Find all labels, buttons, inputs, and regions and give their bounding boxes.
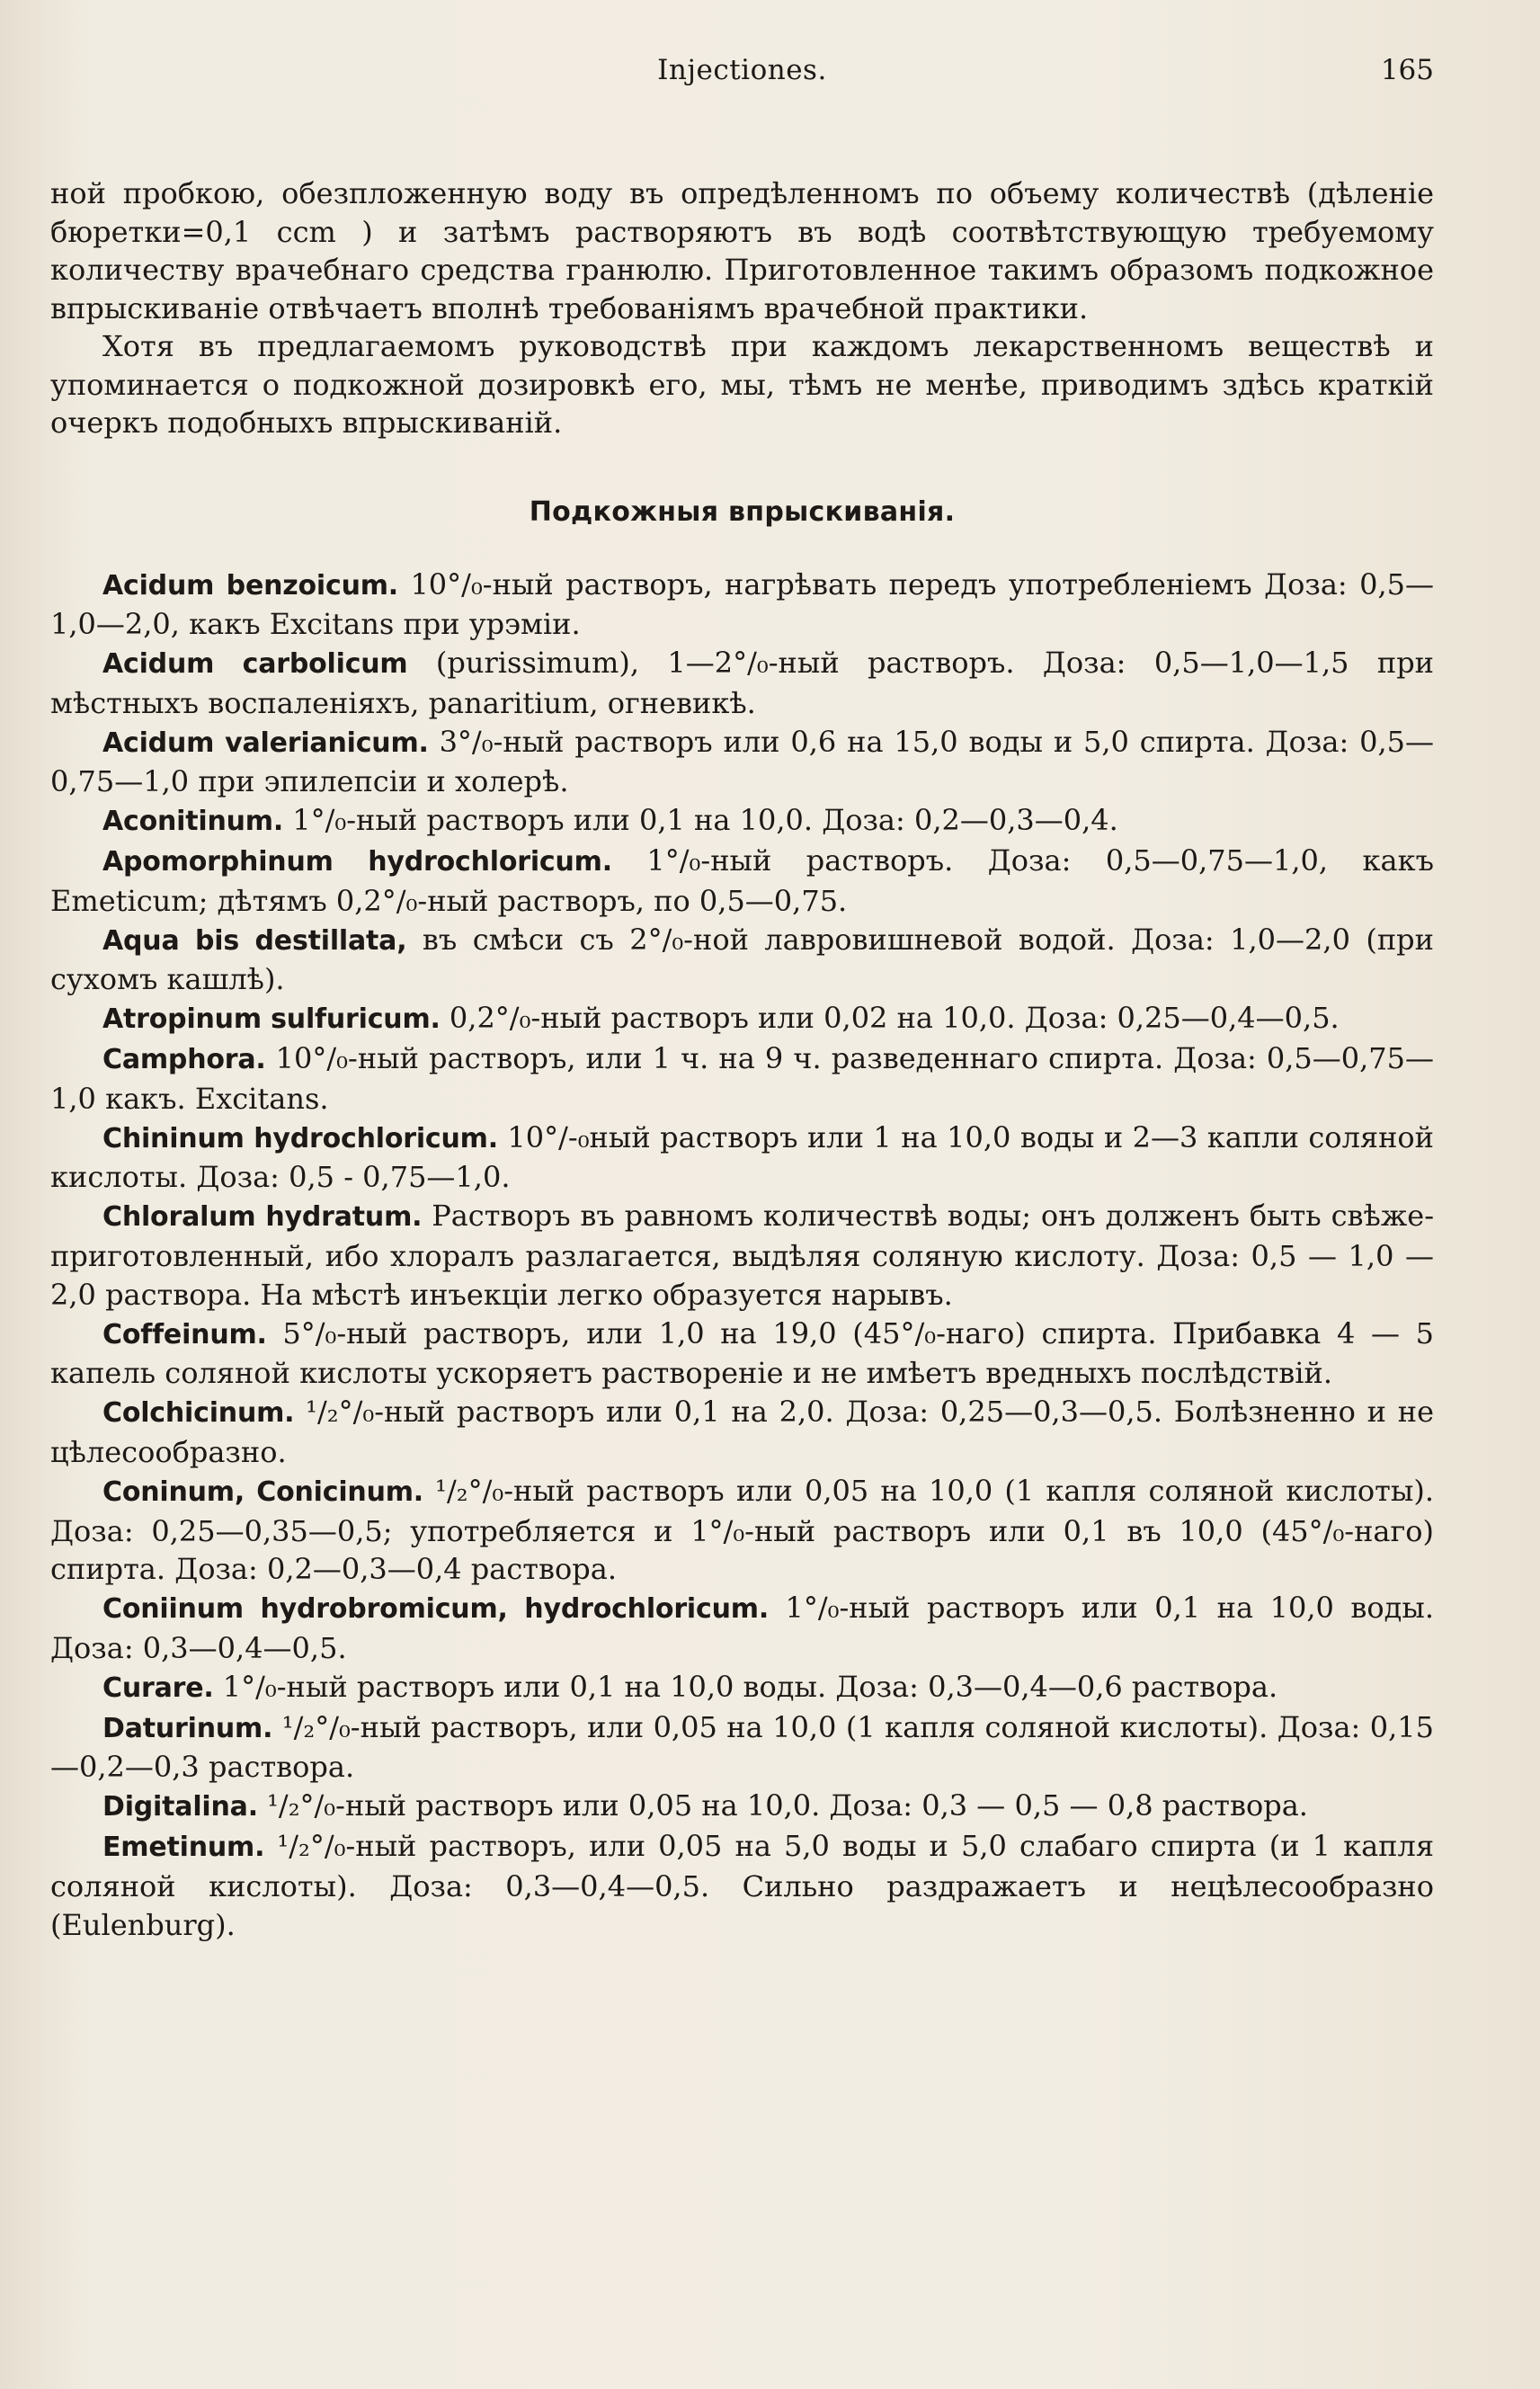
entry-text: 3°/₀-ный растворъ или 0,6 на 15,0 воды и 5,0 спирта. Доза: 0,5—0,75—1,0 при эпилепсіи и холерѣ.	[50, 724, 1434, 799]
intro-paragraph: Хотя въ предлагаемомъ руководствѣ при каждомъ лекарственномъ веществѣ и упоминается о подкожной дозировкѣ его, мы, тѣмъ не менѣе, приводимъ здѣсь краткій очеркъ подобныхъ впрыскиваній.	[50, 329, 1434, 440]
entry-term: Coniinum hydrobromicum, hydrochloricum.	[102, 1593, 770, 1626]
entry-term: Colchicinum.	[102, 1397, 295, 1430]
entry-term: Coninum, Conicinum.	[102, 1475, 423, 1508]
entry-term: Emetinum.	[102, 1832, 265, 1863]
entry	[50, 1039, 1434, 1119]
entry-term: Atropinum sulfuricum.	[102, 1003, 441, 1036]
entry-term: Daturinum.	[102, 1712, 273, 1744]
section-heading: Подкожныя впрыскиванія.	[529, 495, 956, 528]
entry	[50, 999, 1434, 1039]
intro-text	[50, 174, 1434, 442]
entry-term: Chloralum hydratum.	[102, 1201, 423, 1234]
entry-text: 5°/₀-ный растворъ, или 1,0 на 19,0 (45°/₀-наго) спирта. Прибавка 4 — 5 капель соляной кислоты ускоряетъ раствореніе и не имѣетъ вредныхъ послѣдствій.	[50, 1315, 1434, 1391]
entry-term: Aconitinum.	[102, 806, 284, 838]
entry	[50, 1393, 1434, 1472]
entry-text: 1°/₀-ный растворъ или 0,1 на 10,0 воды. Доза: 0,3—0,4—0,5.	[50, 1591, 1434, 1666]
entry	[50, 921, 1434, 1000]
entry-text: ¹/₂°/₀-ный растворъ, или 0,05 на 10,0 (1 капля соляной кислоты). Доза: 0,15—0,2—0,3 раствора.	[50, 1709, 1434, 1785]
entry	[50, 1668, 1434, 1708]
entry-term: Acidum carbolicum	[102, 648, 408, 681]
entry-text: 1°/₀-ный растворъ или 0,1 на 10,0 воды. Доза: 0,3—0,4—0,6 раствора.	[213, 1669, 1278, 1704]
entry	[50, 1787, 1434, 1827]
running-title: Injectiones.	[657, 54, 827, 86]
injection-entries	[50, 566, 1434, 1945]
entry-term: Digitalina.	[102, 1791, 258, 1823]
entry	[50, 644, 1434, 723]
entry	[50, 1827, 1434, 1944]
entry-text: ¹/₂°/₀-ный растворъ или 0,1 на 2,0. Доза: 0,25—0,3—0,5. Болѣзненно и не цѣлесообразно.	[50, 1395, 1434, 1470]
entry-text: 10°/-₀ный растворъ или 1 на 10,0 воды и 2—3 капли соляной кислоты. Доза: 0,5 - 0,75—1,0.	[50, 1119, 1435, 1195]
entry	[50, 842, 1434, 921]
entry	[50, 1708, 1434, 1787]
entry-text: Растворъ въ равномъ количествѣ воды; онъ долженъ быть свѣже-приготовленный, ибо хлоралъ разлагается, выдѣляя соляную кислоту. Доза: 0,5 — 1,0 — 2,0 раствора. На мѣстѣ инъекціи легко образуется нарывъ.	[50, 1199, 1434, 1312]
entry-text: (purissimum), 1—2°/₀-ный растворъ. Доза: 0,5—1,0—1,5 при мѣстныхъ воспаленіяхъ, panaritium, огневикѣ.	[50, 646, 1435, 720]
entry	[50, 1197, 1434, 1314]
entry	[50, 1472, 1434, 1589]
entry-text: 10°/₀-ный растворъ, или 1 ч. на 9 ч. разведеннаго спирта. Доза: 0,5—0,75—1,0 какъ. Excitans.	[50, 1041, 1434, 1116]
entry-term: Acidum valerianicum.	[102, 727, 429, 759]
page-number: 165	[1380, 54, 1434, 86]
entry-text: ¹/₂°/₀-ный растворъ, или 0,05 на 5,0 воды и 5,0 слабаго спирта (и 1 капля соляной кислоты). Доза: 0,3—0,4—0,5. Сильно раздражаетъ и нецѣлесообразно (Eulenburg).	[50, 1829, 1434, 1942]
entry-term: Apomorphinum hydrochloricum.	[102, 846, 612, 878]
entry	[50, 801, 1434, 842]
entry-term: Coffeinum.	[102, 1318, 267, 1350]
entry-text: въ смѣси съ 2°/₀-ной лавровишневой водой. Доза: 1,0—2,0 (при сухомъ кашлѣ).	[50, 922, 1434, 997]
entry-term: Curare.	[102, 1671, 214, 1704]
entry	[50, 1589, 1434, 1668]
entry-text: ¹/₂°/₀-ный растворъ или 0,05 на 10,0 (1 капля соляной кислоты). Доза: 0,25—0,35—0,5; употребляется и 1°/₀-ный растворъ или 0,1 въ 10,0 (45°/₀-наго) спирта. Доза: 0,2—0,3—0,4 раствора.	[50, 1473, 1434, 1587]
entry-text: 1°/₀-ный растворъ. Доза: 0,5—0,75—1,0, какъ Emeticum; дѣтямъ 0,2°/₀-ный растворъ, по 0,5—0,75.	[50, 843, 1434, 918]
entry-text: ¹/₂°/₀-ный растворъ или 0,05 на 10,0. Доза: 0,3 — 0,5 — 0,8 раствора.	[257, 1788, 1308, 1823]
entry-term: Camphora.	[102, 1044, 266, 1076]
entry	[50, 1119, 1434, 1198]
entry	[50, 566, 1434, 645]
entry-term: Acidum benzoicum.	[102, 569, 399, 602]
intro-paragraph: ной пробкою, обезпложенную воду въ опредѣленномъ по объему количествѣ (дѣленіе бюретки=0,1 ccm ) и затѣмъ растворяютъ въ водѣ соотвѣтствующую требуемому количеству врачебнаго средства гранюлю. Приготовленное такимъ образомъ подкожное впрыскиваніе отвѣчаетъ вполнѣ требованіямъ врачебной практики.	[50, 176, 1434, 325]
entry-text: 0,2°/₀-ный растворъ или 0,02 на 10,0. Доза: 0,25—0,4—0,5.	[440, 1001, 1340, 1036]
entry-text: 1°/₀-ный растворъ или 0,1 на 10,0. Доза: 0,2—0,3—0,4.	[283, 803, 1118, 838]
entry	[50, 723, 1434, 802]
entry	[50, 1315, 1434, 1394]
entry-text: 10°/₀-ный растворъ, нагрѣвать передъ употребленіемъ Доза: 0,5—1,0—2,0, какъ Excitans при урэміи.	[50, 566, 1434, 642]
running-head	[50, 43, 1434, 97]
entry-term: Chininum hydrochloricum.	[102, 1122, 498, 1154]
entry-term: Aqua bis destillata,	[102, 924, 407, 957]
